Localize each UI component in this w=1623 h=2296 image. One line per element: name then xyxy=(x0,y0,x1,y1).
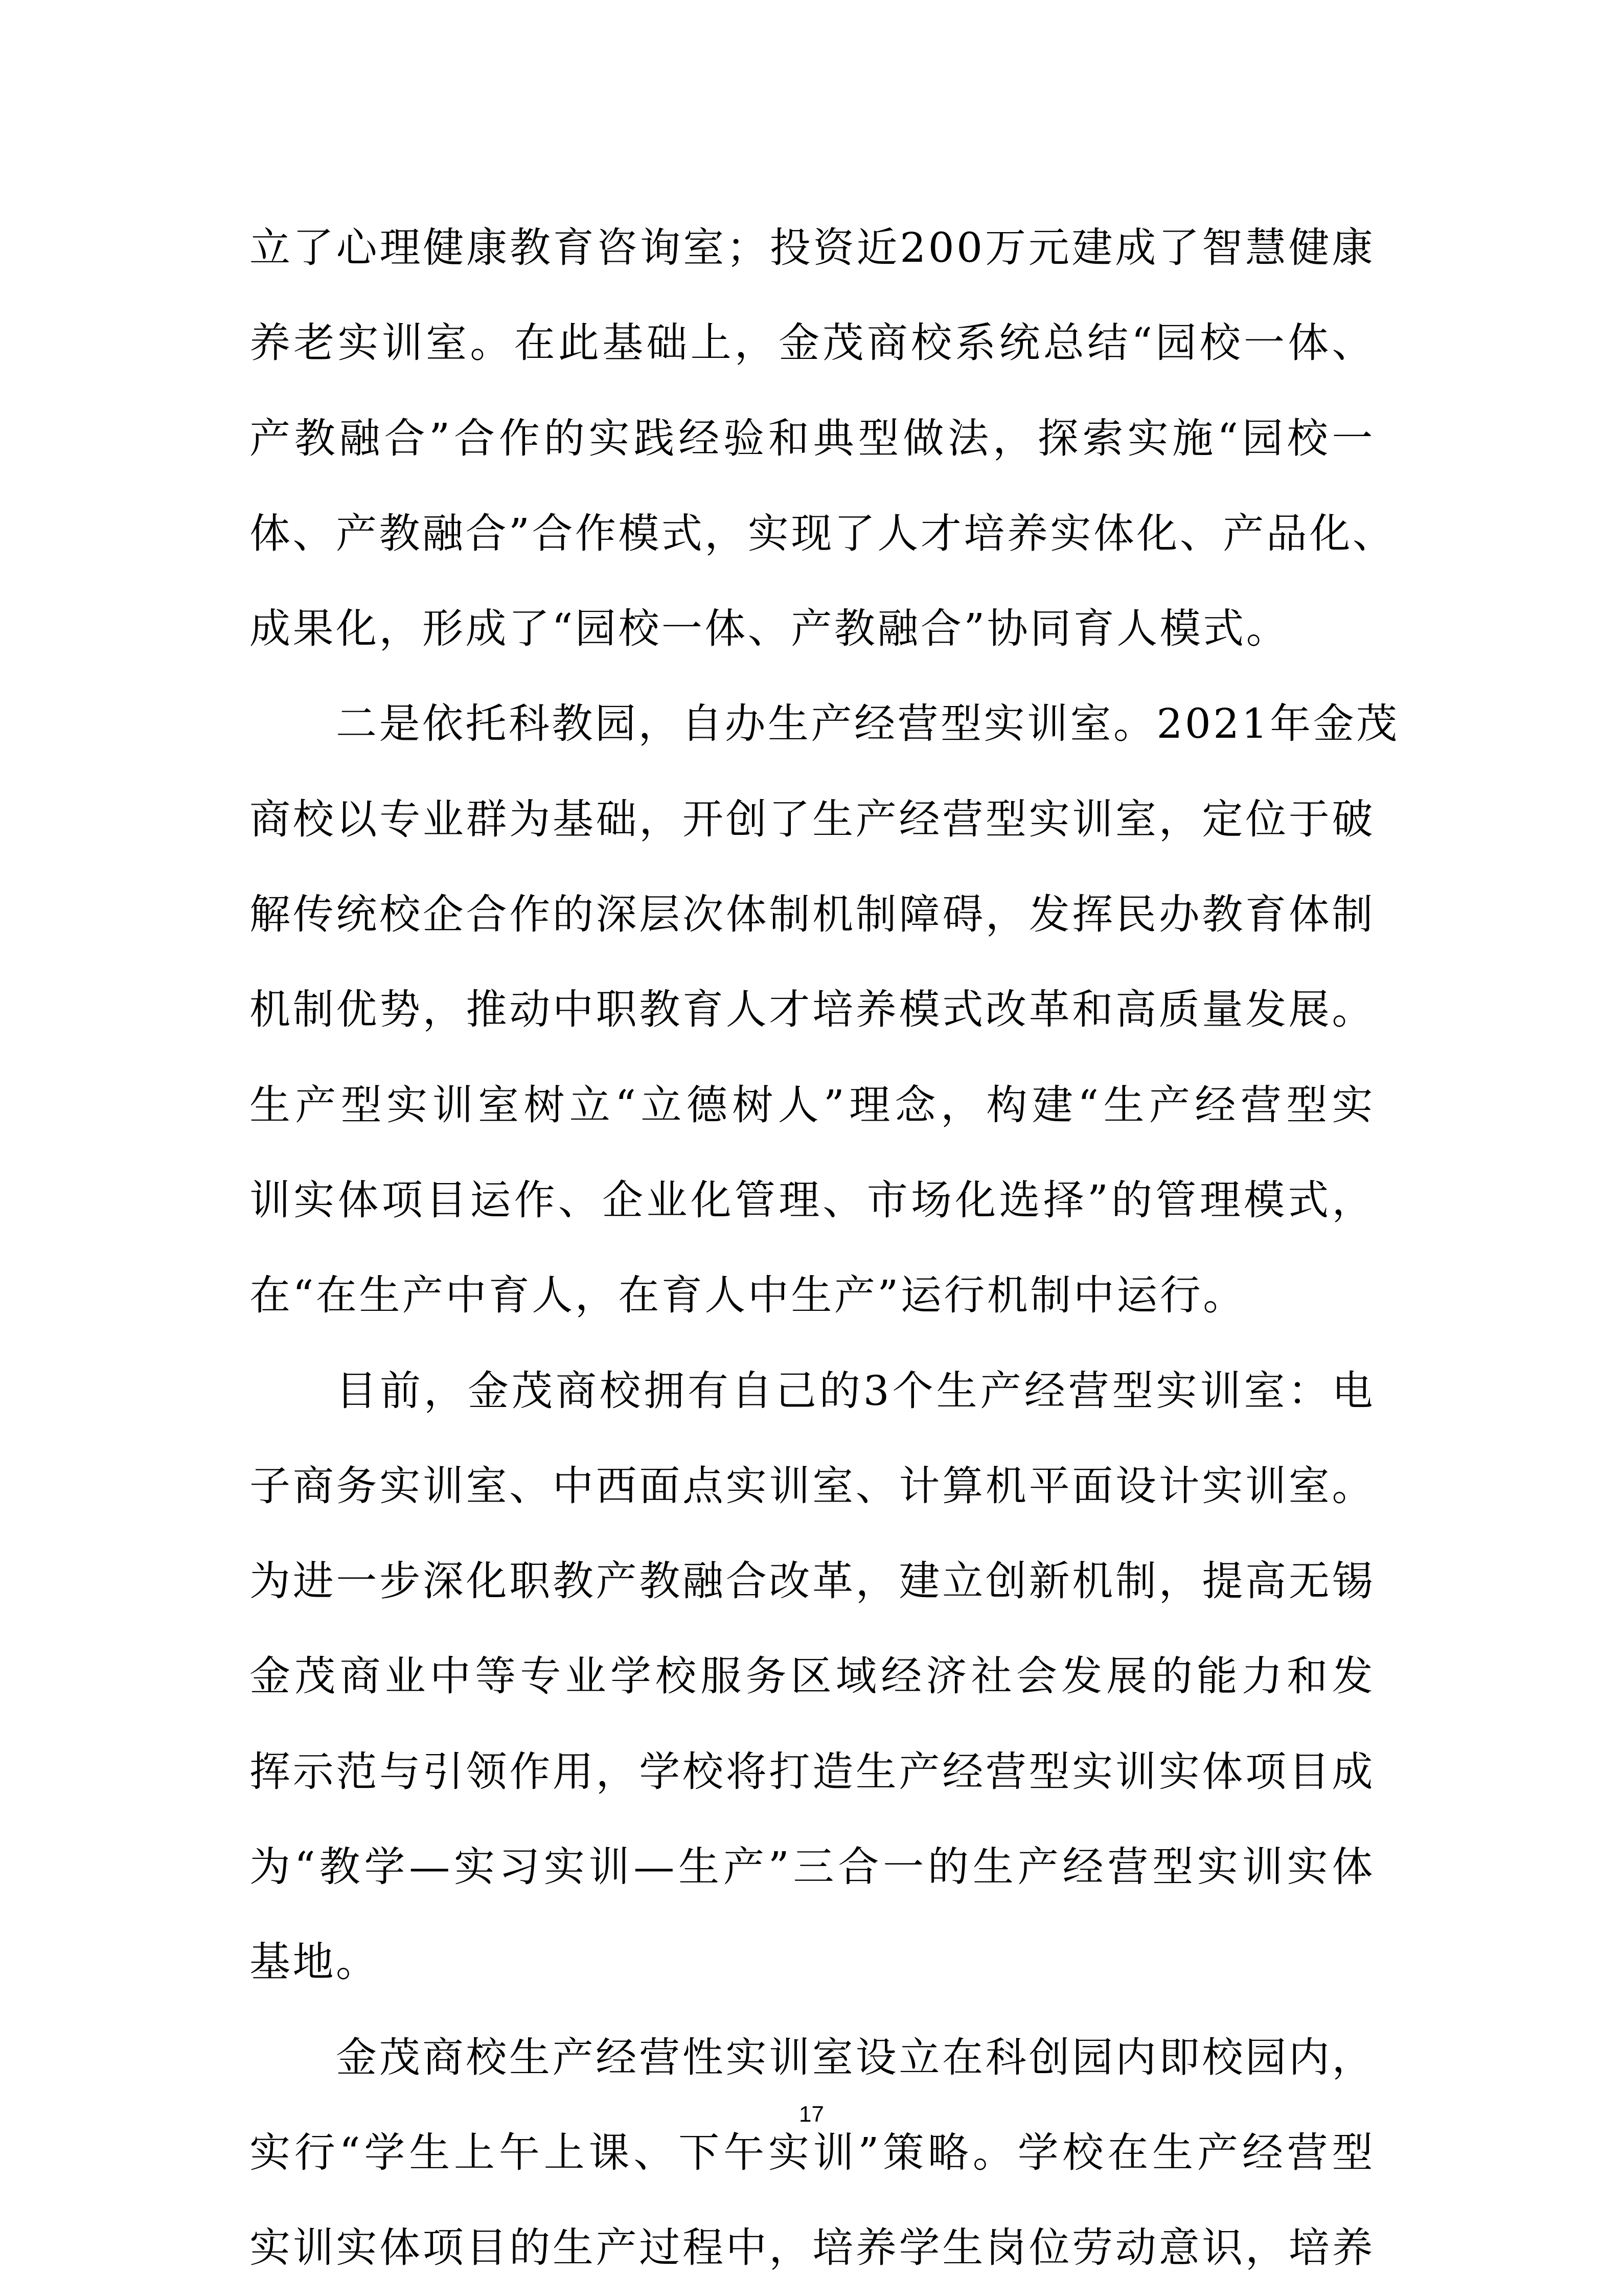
paragraph-1 xyxy=(249,200,1396,676)
text-line-indented: 二是依托科教园，自办生产经营型实训室。2021年金茂 xyxy=(336,700,1400,748)
page-number: 17 xyxy=(799,2102,824,2127)
text-line: 体、产教融合”合作模式，实现了人才培养实体化、产品化、 xyxy=(249,509,1396,557)
text-line: 商校以专业群为基础，开创了生产经营型实训室，定位于破 xyxy=(249,795,1375,843)
text-line: 养老实训室。在此基础上，金茂商校系统总结“园校一体、 xyxy=(249,319,1375,367)
text-line: 为“教学—实习实训—生产”三合一的生产经营型实训实体 xyxy=(249,1843,1375,1891)
text-line: 实训实体项目的生产过程中，培养学生岗位劳动意识，培养 xyxy=(249,2224,1375,2272)
text-line: 子商务实训室、中西面点实训室、计算机平面设计实训室。 xyxy=(249,1462,1375,1510)
paragraph-2 xyxy=(249,676,1400,1343)
text-line: 实行“学生上午上课、下午实训”策略。学校在生产经营型 xyxy=(249,2128,1375,2176)
text-line-indented: 目前，金茂商校拥有自己的3个生产经营型实训室：电 xyxy=(336,1367,1375,1415)
text-line: 产教融合”合作的实践经验和典型做法，探索实施“园校一 xyxy=(249,414,1375,462)
body-text xyxy=(249,200,1400,2296)
text-line: 生产型实训室树立“立德树人”理念，构建“生产经营型实 xyxy=(249,1081,1375,1129)
paragraph-4 xyxy=(249,2010,1375,2296)
text-line: 在“在生产中育人，在育人中生产”运行机制中运行。 xyxy=(249,1271,1246,1320)
text-line: 训实体项目运作、企业化管理、市场化选择”的管理模式， xyxy=(249,1176,1375,1224)
text-line: 立了心理健康教育咨询室；投资近200万元建成了智慧健康 xyxy=(249,224,1375,271)
text-line: 为进一步深化职教产教融合改革，建立创新机制，提高无锡 xyxy=(249,1557,1375,1605)
text-line: 基地。 xyxy=(249,1938,379,1986)
text-line: 机制优势，推动中职教育人才培养模式改革和高质量发展。 xyxy=(249,986,1375,1034)
text-line-indented: 金茂商校生产经营性实训室设立在科创园内即校园内， xyxy=(336,2033,1375,2081)
text-line: 解传统校企合作的深层次体制机制障碍，发挥民办教育体制 xyxy=(249,891,1375,939)
text-line: 成果化，形成了“园校一体、产教融合”协同育人模式。 xyxy=(249,605,1290,653)
text-line: 挥示范与引领作用，学校将打造生产经营型实训实体项目成 xyxy=(249,1747,1375,1795)
text-line: 金茂商业中等专业学校服务区域经济社会发展的能力和发 xyxy=(249,1652,1375,1700)
paragraph-3 xyxy=(249,1344,1375,2010)
